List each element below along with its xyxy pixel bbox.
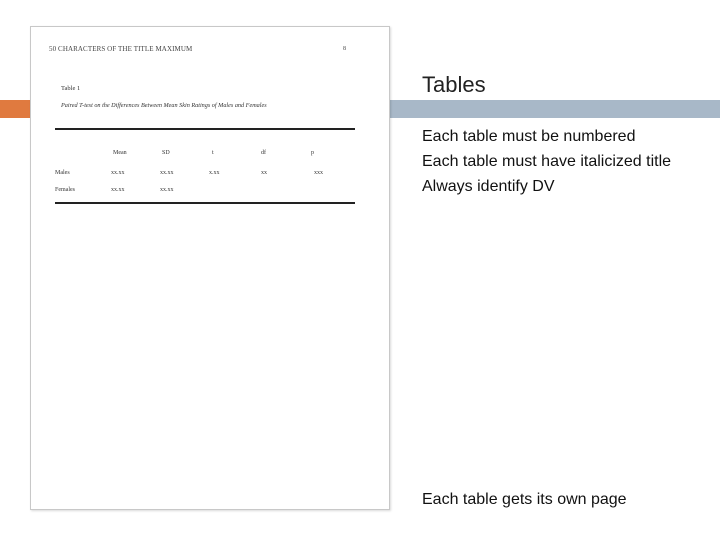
- bullet-item: Each table must have italicized title: [422, 153, 672, 170]
- bullet-list: [422, 124, 671, 199]
- table-cell: x.xx: [209, 170, 220, 176]
- table-header-t: t: [212, 150, 214, 156]
- accent-bar-left: [0, 100, 30, 118]
- slide-title: Tables: [422, 72, 486, 97]
- running-head: 50 CHARACTERS OF THE TITLE MAXIMUM: [49, 45, 193, 53]
- table-header-df: df: [261, 150, 266, 156]
- table-cell: xx.xx: [160, 170, 174, 176]
- table-bottom-rule: [55, 202, 355, 204]
- footer-note: Each table gets its own page: [422, 491, 627, 508]
- table-cell: xx.xx: [111, 170, 125, 176]
- table-row-label: Females: [55, 187, 75, 193]
- bullet-item: Always identify DV: [422, 178, 555, 195]
- table-header-p: p: [311, 150, 314, 156]
- table-cell: xxx: [314, 170, 323, 176]
- table-cell: xx.xx: [160, 187, 174, 193]
- table-header-sd: SD: [162, 150, 170, 156]
- table-header-mean: Mean: [113, 150, 127, 156]
- table-label: Table 1: [61, 85, 81, 92]
- table-cell: xx: [261, 170, 267, 176]
- page-number: 8: [343, 46, 346, 52]
- table-cell: xx.xx: [111, 187, 125, 193]
- table-row-label: Males: [55, 170, 70, 176]
- document-page: [30, 26, 390, 510]
- bullet-item: Each table must be numbered: [422, 128, 636, 145]
- table-title: Paired T-test on the Differences Between Mean Skin Ratings of Males and Females: [61, 102, 267, 109]
- accent-bar-right: [389, 100, 720, 118]
- table-top-rule: [55, 128, 355, 130]
